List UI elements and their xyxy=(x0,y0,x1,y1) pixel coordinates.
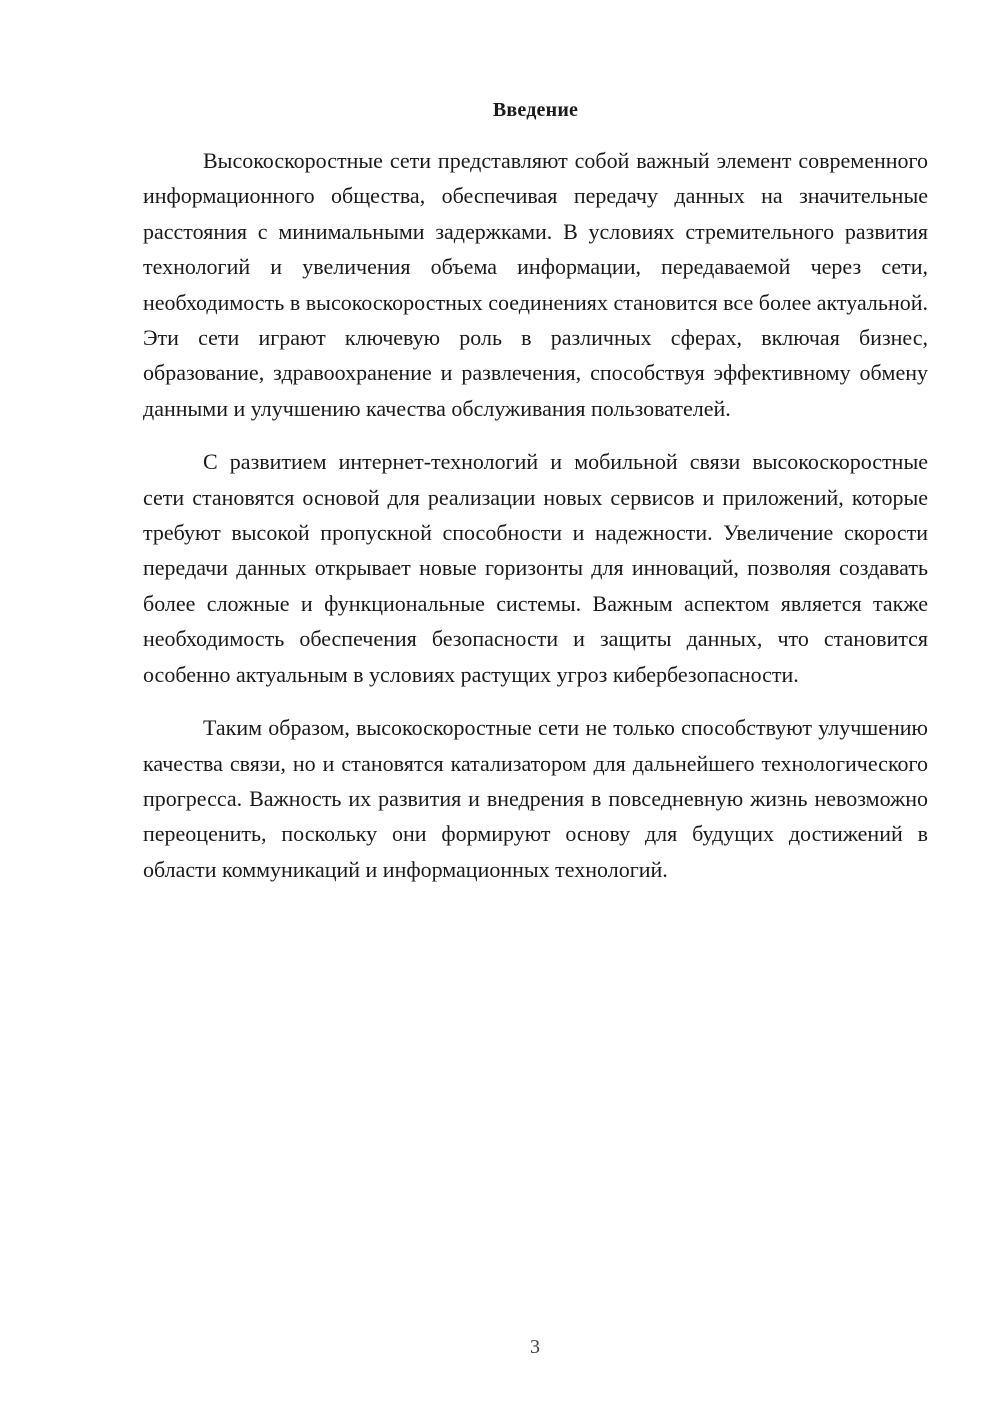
paragraph-1: Высокоскоростные сети представляют собой важный элемент современного информационного общества, обеспечивая передачу данных на значительные расстояния с минимальными задержками. В условиях стремительного развития технологий и увеличения объема информации, передаваемой через сети, необходимость в высокоскоростных соединениях становится все более актуальной. Эти сети играют ключевую роль в различных сферах, включая бизнес, образование, здравоохранение и развлечения, способствуя эффективному обмену данными и улучшению качества обслуживания пользователей. xyxy=(143,148,928,421)
paragraph-2: С развитием интернет-технологий и мобильной связи высокоскоростные сети становятся основой для реализации новых сервисов и приложений, которые требуют высокой пропускной способности и надежности. Увеличение скорости передачи данных открывает новые горизонты для инноваций, позволяя создавать более сложные и функциональные системы. Важным аспектом является также необходимость обеспечения безопасности и защиты данных, что становится особенно актуальным в условиях растущих угроз кибербезопасности. xyxy=(143,449,928,687)
paragraph-3: Таким образом, высокоскоростные сети не только способствуют улучшению качества связи, но и становятся катализатором для дальнейшего технологического прогресса. Важность их развития и внедрения в повседневную жизнь невозможно переоценить, поскольку они формируют основу для будущих достижений в области коммуникаций и информационных технологий. xyxy=(143,715,928,882)
page-content xyxy=(143,96,928,887)
section-heading: Введение xyxy=(492,99,579,121)
page-number: 3 xyxy=(530,1336,540,1358)
